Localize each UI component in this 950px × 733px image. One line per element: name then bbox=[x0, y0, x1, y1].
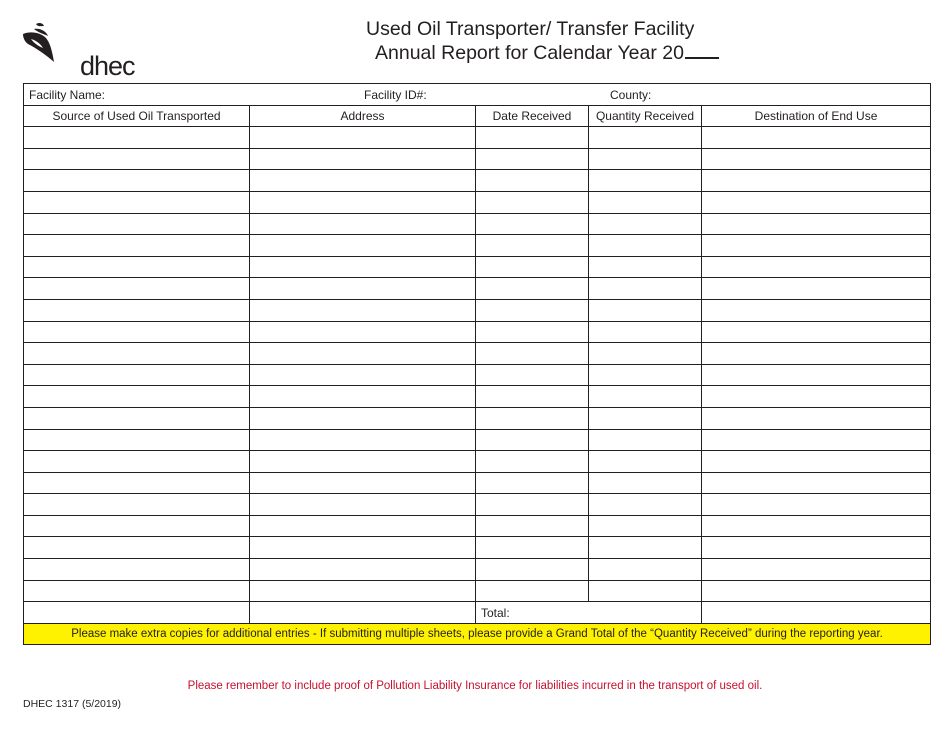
facility-info-cell[interactable] bbox=[24, 84, 931, 106]
entry-source-cell[interactable] bbox=[24, 559, 250, 581]
entry-source-cell[interactable] bbox=[24, 321, 250, 343]
entry-address-cell[interactable] bbox=[250, 127, 476, 149]
dhec-logo bbox=[22, 22, 142, 81]
entry-destination-cell[interactable] bbox=[702, 321, 931, 343]
entry-destination-cell[interactable] bbox=[702, 235, 931, 257]
form-number: DHEC 1317 (5/2019) bbox=[23, 698, 122, 710]
entry-quantity-cell[interactable] bbox=[589, 278, 702, 300]
entry-address-cell[interactable] bbox=[250, 364, 476, 386]
col-header-quantity: Quantity Received bbox=[589, 105, 702, 127]
entry-address-cell[interactable] bbox=[250, 148, 476, 170]
entry-address-cell[interactable] bbox=[250, 580, 476, 602]
entry-date-cell[interactable] bbox=[476, 213, 589, 235]
entry-quantity-cell[interactable] bbox=[589, 299, 702, 321]
entry-destination-cell[interactable] bbox=[702, 191, 931, 213]
county-label: County: bbox=[610, 88, 652, 102]
facility-id-label: Facility ID#: bbox=[364, 88, 427, 102]
col-header-source: Source of Used Oil Transported bbox=[24, 105, 250, 127]
total-row bbox=[24, 602, 931, 624]
entry-destination-cell[interactable] bbox=[702, 494, 931, 516]
logo-wordmark: dhec bbox=[80, 51, 135, 81]
entry-address-cell[interactable] bbox=[250, 451, 476, 473]
entry-row bbox=[24, 299, 931, 321]
total-row-address-cell[interactable] bbox=[250, 602, 476, 624]
entry-row bbox=[24, 386, 931, 408]
entry-date-cell[interactable] bbox=[476, 559, 589, 581]
entry-quantity-cell[interactable] bbox=[589, 256, 702, 278]
entry-destination-cell[interactable] bbox=[702, 148, 931, 170]
entry-address-cell[interactable] bbox=[250, 299, 476, 321]
entry-date-cell[interactable] bbox=[476, 494, 589, 516]
facility-name-label: Facility Name: bbox=[29, 88, 106, 102]
form-title-line2 bbox=[375, 42, 719, 65]
notice-row bbox=[24, 623, 931, 645]
total-label: Total: bbox=[481, 605, 510, 620]
entry-quantity-cell[interactable] bbox=[589, 127, 702, 149]
entry-destination-cell[interactable] bbox=[702, 429, 931, 451]
insurance-note: Please remember to include proof of Pollution Liability Insurance for liabilities incurred in the transport of used oil. bbox=[187, 680, 763, 692]
year-blank[interactable] bbox=[685, 56, 719, 59]
entry-address-cell[interactable] bbox=[250, 321, 476, 343]
entry-quantity-cell[interactable] bbox=[589, 451, 702, 473]
entry-address-cell[interactable] bbox=[250, 213, 476, 235]
entry-quantity-cell[interactable] bbox=[589, 386, 702, 408]
entry-date-cell[interactable] bbox=[476, 580, 589, 602]
entry-row bbox=[24, 407, 931, 429]
entry-date-cell[interactable] bbox=[476, 235, 589, 257]
entry-destination-cell[interactable] bbox=[702, 580, 931, 602]
entry-destination-cell[interactable] bbox=[702, 127, 931, 149]
entry-destination-cell[interactable] bbox=[702, 170, 931, 192]
entry-date-cell[interactable] bbox=[476, 127, 589, 149]
entry-row bbox=[24, 191, 931, 213]
entry-source-cell[interactable] bbox=[24, 429, 250, 451]
entry-source-cell[interactable] bbox=[24, 127, 250, 149]
column-header-row bbox=[24, 105, 931, 127]
entry-row bbox=[24, 343, 931, 365]
entry-row bbox=[24, 580, 931, 602]
total-row-destination-cell[interactable] bbox=[702, 602, 931, 624]
entry-quantity-cell[interactable] bbox=[589, 170, 702, 192]
entry-row bbox=[24, 256, 931, 278]
entry-rows bbox=[24, 127, 931, 602]
entry-date-cell[interactable] bbox=[476, 148, 589, 170]
entry-source-cell[interactable] bbox=[24, 191, 250, 213]
col-header-destination: Destination of End Use bbox=[702, 105, 931, 127]
entry-destination-cell[interactable] bbox=[702, 537, 931, 559]
col-header-address: Address bbox=[250, 105, 476, 127]
entry-source-cell[interactable] bbox=[24, 256, 250, 278]
entry-date-cell[interactable] bbox=[476, 170, 589, 192]
entry-source-cell[interactable] bbox=[24, 148, 250, 170]
entry-address-cell[interactable] bbox=[250, 537, 476, 559]
entry-address-cell[interactable] bbox=[250, 472, 476, 494]
entry-address-cell[interactable] bbox=[250, 343, 476, 365]
entry-source-cell[interactable] bbox=[24, 515, 250, 537]
entry-source-cell[interactable] bbox=[24, 170, 250, 192]
palmetto-bird-icon bbox=[22, 22, 66, 64]
entry-date-cell[interactable] bbox=[476, 386, 589, 408]
entry-date-cell[interactable] bbox=[476, 537, 589, 559]
entry-quantity-cell[interactable] bbox=[589, 364, 702, 386]
entry-row bbox=[24, 559, 931, 581]
entry-quantity-cell[interactable] bbox=[589, 321, 702, 343]
entry-source-cell[interactable] bbox=[24, 537, 250, 559]
report-table bbox=[23, 83, 931, 645]
entry-source-cell[interactable] bbox=[24, 580, 250, 602]
form-title-line1: Used Oil Transporter/ Transfer Facility bbox=[366, 18, 695, 40]
entry-row bbox=[24, 429, 931, 451]
entry-address-cell[interactable] bbox=[250, 515, 476, 537]
entry-source-cell[interactable] bbox=[24, 407, 250, 429]
entry-quantity-cell[interactable] bbox=[589, 537, 702, 559]
entry-source-cell[interactable] bbox=[24, 364, 250, 386]
entry-date-cell[interactable] bbox=[476, 321, 589, 343]
entry-destination-cell[interactable] bbox=[702, 364, 931, 386]
entry-destination-cell[interactable] bbox=[702, 299, 931, 321]
entry-destination-cell[interactable] bbox=[702, 451, 931, 473]
entry-source-cell[interactable] bbox=[24, 213, 250, 235]
entry-address-cell[interactable] bbox=[250, 256, 476, 278]
entry-date-cell[interactable] bbox=[476, 515, 589, 537]
entry-date-cell[interactable] bbox=[476, 278, 589, 300]
entry-row bbox=[24, 515, 931, 537]
entry-address-cell[interactable] bbox=[250, 386, 476, 408]
entry-date-cell[interactable] bbox=[476, 451, 589, 473]
entry-destination-cell[interactable] bbox=[702, 559, 931, 581]
entry-row bbox=[24, 127, 931, 149]
entry-source-cell[interactable] bbox=[24, 235, 250, 257]
entry-row bbox=[24, 235, 931, 257]
copies-notice: Please make extra copies for additional entries - If submitting multiple sheets, please provide a Grand Total of the “Quantity Received” during the reporting year. bbox=[24, 623, 931, 645]
entry-date-cell[interactable] bbox=[476, 299, 589, 321]
entry-quantity-cell[interactable] bbox=[589, 515, 702, 537]
entry-destination-cell[interactable] bbox=[702, 407, 931, 429]
entry-quantity-cell[interactable] bbox=[589, 559, 702, 581]
entry-address-cell[interactable] bbox=[250, 494, 476, 516]
entry-date-cell[interactable] bbox=[476, 472, 589, 494]
entry-destination-cell[interactable] bbox=[702, 386, 931, 408]
entry-quantity-cell[interactable] bbox=[589, 343, 702, 365]
entry-row bbox=[24, 494, 931, 516]
entry-row bbox=[24, 321, 931, 343]
entry-date-cell[interactable] bbox=[476, 364, 589, 386]
entry-address-cell[interactable] bbox=[250, 278, 476, 300]
entry-row bbox=[24, 278, 931, 300]
entry-quantity-cell[interactable] bbox=[589, 148, 702, 170]
entry-address-cell[interactable] bbox=[250, 191, 476, 213]
entry-address-cell[interactable] bbox=[250, 429, 476, 451]
form-title-text: Annual Report for Calendar Year 20 bbox=[375, 42, 684, 64]
entry-quantity-cell[interactable] bbox=[589, 235, 702, 257]
entry-source-cell[interactable] bbox=[24, 343, 250, 365]
entry-destination-cell[interactable] bbox=[702, 472, 931, 494]
entry-address-cell[interactable] bbox=[250, 170, 476, 192]
col-header-date: Date Received bbox=[476, 105, 589, 127]
entry-date-cell[interactable] bbox=[476, 407, 589, 429]
entry-quantity-cell[interactable] bbox=[589, 494, 702, 516]
entry-quantity-cell[interactable] bbox=[589, 191, 702, 213]
entry-date-cell[interactable] bbox=[476, 256, 589, 278]
entry-quantity-cell[interactable] bbox=[589, 429, 702, 451]
entry-row bbox=[24, 213, 931, 235]
entry-destination-cell[interactable] bbox=[702, 256, 931, 278]
total-cell[interactable] bbox=[476, 602, 702, 624]
entry-row bbox=[24, 537, 931, 559]
entry-address-cell[interactable] bbox=[250, 235, 476, 257]
entry-date-cell[interactable] bbox=[476, 429, 589, 451]
entry-quantity-cell[interactable] bbox=[589, 580, 702, 602]
entry-row bbox=[24, 451, 931, 473]
entry-source-cell[interactable] bbox=[24, 278, 250, 300]
entry-row bbox=[24, 364, 931, 386]
entry-destination-cell[interactable] bbox=[702, 278, 931, 300]
entry-destination-cell[interactable] bbox=[702, 213, 931, 235]
entry-date-cell[interactable] bbox=[476, 191, 589, 213]
entry-date-cell[interactable] bbox=[476, 343, 589, 365]
entry-source-cell[interactable] bbox=[24, 472, 250, 494]
entry-destination-cell[interactable] bbox=[702, 343, 931, 365]
entry-address-cell[interactable] bbox=[250, 407, 476, 429]
entry-row bbox=[24, 170, 931, 192]
entry-source-cell[interactable] bbox=[24, 451, 250, 473]
entry-quantity-cell[interactable] bbox=[589, 407, 702, 429]
entry-destination-cell[interactable] bbox=[702, 515, 931, 537]
total-row-source-cell[interactable] bbox=[24, 602, 250, 624]
entry-source-cell[interactable] bbox=[24, 299, 250, 321]
facility-info-row bbox=[24, 84, 931, 106]
entry-address-cell[interactable] bbox=[250, 559, 476, 581]
entry-quantity-cell[interactable] bbox=[589, 213, 702, 235]
entry-row bbox=[24, 148, 931, 170]
entry-source-cell[interactable] bbox=[24, 494, 250, 516]
entry-quantity-cell[interactable] bbox=[589, 472, 702, 494]
entry-row bbox=[24, 472, 931, 494]
entry-source-cell[interactable] bbox=[24, 386, 250, 408]
